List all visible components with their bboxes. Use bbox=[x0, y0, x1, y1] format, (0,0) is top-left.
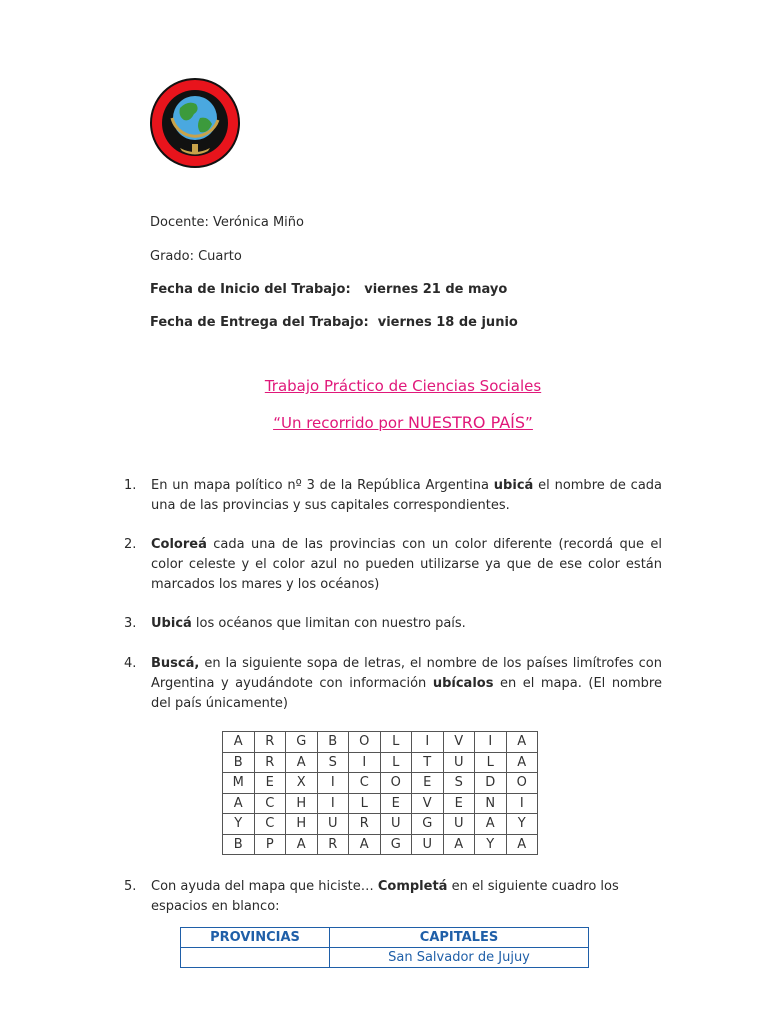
item-text bbox=[151, 476, 662, 516]
item-number: 5. bbox=[124, 879, 137, 894]
word-search-grid bbox=[222, 731, 538, 855]
globe-icon bbox=[150, 78, 240, 168]
grade-line: Grado: Cuarto bbox=[150, 249, 242, 264]
word-search-cell: U bbox=[380, 814, 412, 835]
word-search-cell: G bbox=[412, 814, 444, 835]
item-number: 2. bbox=[124, 537, 137, 552]
word-search-cell: I bbox=[349, 752, 381, 773]
item-text-e: en el mapa. (El nombre del país únicamente) bbox=[151, 676, 662, 711]
word-search-cell: U bbox=[317, 814, 349, 835]
provinces-table bbox=[180, 927, 589, 968]
list-item bbox=[124, 614, 662, 636]
word-search-cell: T bbox=[412, 752, 444, 773]
subtitle-emph: NUESTRO PAÍS bbox=[408, 413, 526, 432]
word-search-cell: L bbox=[380, 732, 412, 753]
table-row bbox=[181, 948, 589, 968]
subtitle-text bbox=[273, 414, 533, 432]
item-text-bold: Completá bbox=[377, 879, 448, 894]
teacher-line: Docente: Verónica Miño bbox=[150, 215, 304, 230]
word-search-cell: V bbox=[412, 793, 444, 814]
item-number: 3. bbox=[124, 616, 137, 631]
word-search-cell: A bbox=[223, 793, 255, 814]
province-cell[interactable] bbox=[181, 948, 330, 968]
item-text-a: Con ayuda del mapa que hiciste… bbox=[151, 879, 378, 894]
title-line-1: Trabajo Práctico de Ciencias Sociales bbox=[264, 377, 542, 395]
item-text-c: el nombre de cada una de las provincias y sus capitales correspondientes. bbox=[151, 478, 663, 513]
word-search-cell: E bbox=[380, 793, 412, 814]
item-text-c: en la siguiente sopa de letras, el nombre de los países limítrofes con Argentina y ayudándote con información bbox=[151, 656, 662, 691]
word-search-cell: E bbox=[254, 773, 286, 794]
word-search-cell: I bbox=[317, 773, 349, 794]
page-subtitle bbox=[0, 413, 768, 432]
item-text bbox=[151, 535, 662, 595]
start-date-value: viernes 21 de mayo bbox=[364, 282, 508, 297]
word-search-cell: U bbox=[412, 834, 444, 855]
word-search-cell: A bbox=[286, 752, 318, 773]
word-search-cell: R bbox=[317, 834, 349, 855]
word-search-cell: G bbox=[286, 732, 318, 753]
word-search-cell: B bbox=[223, 752, 255, 773]
word-search-cell: I bbox=[412, 732, 444, 753]
word-search-cell: C bbox=[254, 814, 286, 835]
word-search-row bbox=[223, 732, 538, 753]
word-search-cell: R bbox=[349, 814, 381, 835]
word-search-cell: E bbox=[443, 793, 475, 814]
word-search-cell: I bbox=[506, 793, 538, 814]
word-search-cell: A bbox=[443, 834, 475, 855]
word-search-cell: A bbox=[286, 834, 318, 855]
table-header-row bbox=[181, 928, 589, 948]
word-search-cell: Y bbox=[223, 814, 255, 835]
word-search-cell: H bbox=[286, 793, 318, 814]
word-search-row bbox=[223, 773, 538, 794]
item-text bbox=[151, 877, 662, 917]
item-text bbox=[151, 614, 662, 634]
word-search-cell: Y bbox=[475, 834, 507, 855]
word-search-cell: A bbox=[506, 732, 538, 753]
word-search-cell: L bbox=[380, 752, 412, 773]
word-search-cell: A bbox=[349, 834, 381, 855]
list-item bbox=[124, 654, 662, 716]
word-search-cell: S bbox=[443, 773, 475, 794]
item-text bbox=[151, 654, 662, 714]
item-text-bold-2: ubícalos bbox=[432, 676, 494, 691]
word-search-cell: H bbox=[286, 814, 318, 835]
word-search-cell: B bbox=[223, 834, 255, 855]
word-search-cell: E bbox=[412, 773, 444, 794]
column-header-provincias: PROVINCIAS bbox=[181, 928, 330, 948]
item-text-bold: Ubicá bbox=[151, 616, 192, 631]
item-text-c: cada una de las provincias con un color diferente (recordá que el color celeste y el color azul no pueden utilizarse ya que de ese color están marcados los mares y los océanos) bbox=[151, 537, 662, 592]
item-text-c: en el siguiente cuadro los espacios en blanco: bbox=[151, 879, 619, 914]
item-number: 4. bbox=[124, 656, 137, 671]
word-search-cell: L bbox=[349, 793, 381, 814]
due-date-value: viernes 18 de junio bbox=[377, 315, 518, 330]
list-item bbox=[124, 535, 662, 597]
word-search-cell: Y bbox=[506, 814, 538, 835]
subtitle-pre: “Un recorrido por bbox=[273, 414, 409, 432]
word-search-cell: N bbox=[475, 793, 507, 814]
due-date-line bbox=[150, 315, 518, 330]
word-search-cell: A bbox=[506, 752, 538, 773]
word-search-cell: A bbox=[223, 732, 255, 753]
word-search-cell: S bbox=[317, 752, 349, 773]
item-text-c: los océanos que limitan con nuestro país. bbox=[191, 616, 466, 631]
word-search-row bbox=[223, 834, 538, 855]
word-search-cell: P bbox=[254, 834, 286, 855]
word-search-cell: A bbox=[475, 814, 507, 835]
word-search-cell: G bbox=[380, 834, 412, 855]
word-search-cell: X bbox=[286, 773, 318, 794]
item-text-bold: Coloreá bbox=[151, 537, 207, 552]
item-number: 1. bbox=[124, 478, 137, 493]
word-search-row bbox=[223, 752, 538, 773]
word-search-cell: U bbox=[443, 814, 475, 835]
list-item bbox=[124, 476, 662, 518]
list-item bbox=[124, 877, 662, 919]
word-search-cell: L bbox=[475, 752, 507, 773]
item-text-bold: Buscá, bbox=[151, 656, 200, 671]
word-search-cell: O bbox=[380, 773, 412, 794]
word-search-cell: O bbox=[506, 773, 538, 794]
word-search-cell: C bbox=[254, 793, 286, 814]
page-title bbox=[0, 377, 768, 395]
word-search-cell: I bbox=[475, 732, 507, 753]
word-search-cell: U bbox=[443, 752, 475, 773]
word-search-cell: V bbox=[443, 732, 475, 753]
word-search-row bbox=[223, 793, 538, 814]
word-search-cell: A bbox=[506, 834, 538, 855]
word-search-cell: O bbox=[349, 732, 381, 753]
start-date-label: Fecha de Inicio del Trabajo: bbox=[150, 282, 351, 297]
subtitle-post: ” bbox=[525, 414, 533, 432]
column-header-capitales: CAPITALES bbox=[330, 928, 589, 948]
word-search-cell: D bbox=[475, 773, 507, 794]
word-search-cell: C bbox=[349, 773, 381, 794]
item-text-a: En un mapa político nº 3 de la República Argentina bbox=[151, 478, 494, 493]
start-date-line bbox=[150, 282, 507, 297]
due-date-label: Fecha de Entrega del Trabajo: bbox=[150, 315, 369, 330]
word-search-cell: R bbox=[254, 732, 286, 753]
word-search-cell: B bbox=[317, 732, 349, 753]
word-search-cell: R bbox=[254, 752, 286, 773]
capital-cell: San Salvador de Jujuy bbox=[330, 948, 589, 968]
word-search-cell: M bbox=[223, 773, 255, 794]
word-search-cell: I bbox=[317, 793, 349, 814]
word-search-row bbox=[223, 814, 538, 835]
school-logo bbox=[150, 78, 240, 168]
item-text-bold: ubicá bbox=[493, 478, 534, 493]
